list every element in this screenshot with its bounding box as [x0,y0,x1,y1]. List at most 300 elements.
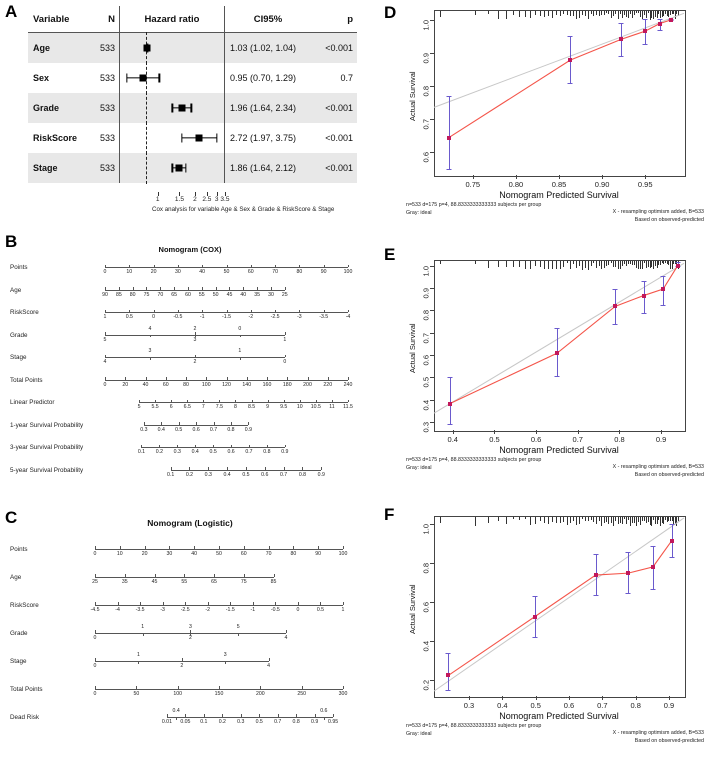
nomogram-tick-label: 80 [129,291,136,298]
nomogram-tick-label: 100 [201,381,211,388]
rug-tick [632,11,633,18]
nomogram-tick [203,400,204,403]
panel-d-letter: D [384,3,397,22]
nomogram-tick-label: 80 [183,381,189,388]
nomogram-tick [274,574,275,577]
nomogram-tick-label: 25 [92,579,98,585]
nomogram-tick [230,602,231,605]
y-axis-tick [430,563,434,564]
nomogram-tick-label: 0.8 [263,449,271,455]
y-axis-tick-label: 0.2 [421,680,431,691]
reference-line [146,92,147,124]
rug-tick [593,261,594,263]
nomogram-tick-label: 0.9 [244,426,252,433]
nomogram-tick-label: 0 [93,551,97,557]
nomogram-tick [95,630,96,633]
nomogram-tick [144,422,145,425]
nomogram-tick-label: -4 [345,314,351,320]
row-ci95: 1.96 (1.64, 2.34) [225,93,312,123]
x-axis-tick [502,696,503,700]
rug-tick [475,11,476,15]
error-bar-cap [613,324,618,325]
nomogram-tick [219,686,220,689]
rug-tick [632,261,633,265]
nomogram-tick-label: 0.8 [227,426,235,433]
confidence-interval-cap [185,164,186,173]
nomogram-tick-label: 0 [296,607,300,613]
rug-tick [535,261,536,266]
nomogram-tick-label: 30 [268,291,274,298]
rug-tick [622,517,623,524]
y-axis-tick-label: 0.9 [421,52,431,64]
nomogram-tick [206,377,207,380]
reference-line [146,122,147,154]
nomogram-tick [155,574,156,577]
footnote-left [406,202,541,218]
nomogram-tick-label: 0.5 [125,314,133,320]
nomogram-tick-label: 3 [193,336,197,343]
nomogram-tick [118,602,119,605]
point-estimate-marker [144,45,151,52]
nomogram-tick-label: 0.9 [317,471,325,478]
axis-tick-label: 2 [193,196,197,203]
x-axis-tick-label: 0.6 [530,435,542,444]
x-axis-tick-label: 0.5 [530,701,541,710]
plot-frame [434,10,686,177]
nomogram-tick-label: 2 [189,635,192,641]
nomogram-tick [169,546,170,549]
nomogram-row-label: 5-year Survival Probability [10,466,84,474]
nomogram-tick [284,400,285,403]
rug-tick [636,517,637,526]
error-bar-cap [643,19,648,20]
nomogram-row-label: Dead Risk [10,714,40,721]
panel-c-letter: C [5,508,18,527]
rug-tick [563,261,564,267]
nomogram-tick-label-upper: 5 [236,624,240,630]
nomogram-tick-label: -2.5 [180,607,190,613]
nomogram-tick-label-upper: 1 [136,652,140,658]
forest-caption: Cox analysis for variable Age & Sex & Grade & RiskScore & Stage [152,206,335,213]
nomogram-tick-label: 80 [296,269,303,275]
nomogram-tick [316,400,317,403]
axis-tick-label: 3.5 [220,196,230,203]
nomogram-tick-label: 10.5 [310,404,321,410]
nomogram-tick [129,310,130,313]
rug-tick [615,11,616,14]
nomogram-tick-label: 300 [338,691,348,697]
nomogram-tick-label: 0.5 [255,719,263,725]
nomogram-tick-label: 0.95 [328,719,339,725]
row-n: 533 [99,73,115,83]
nomogram-axis-line [95,549,343,550]
rug-tick [601,517,602,526]
nomogram-tick-label: -0.5 [173,314,183,320]
rug-tick [604,517,605,523]
nomogram-tick-label: 1 [283,336,287,343]
y-axis-tick [430,20,434,21]
row-hazard-ratio-marker [120,153,225,183]
nomogram-tick [125,574,126,577]
nomogram-tick [185,602,186,605]
data-point [643,29,647,33]
nomogram-tick-label: 100 [343,269,353,275]
nomogram-tick-label: 35 [254,291,261,298]
nomogram-tick [324,310,325,313]
nomogram-tick [227,310,228,313]
panel-b-nomogram-cox [10,245,355,490]
rug-tick [544,11,545,17]
nomogram-tick-label: 65 [171,291,178,298]
error-bar-cap [661,276,666,277]
y-axis-tick [430,310,434,311]
error-bar-cap [643,44,648,45]
rug-tick [640,11,641,17]
rug-tick [585,11,586,16]
x-axis-tick-label: 0.95 [637,180,653,189]
nomogram-tick-label: 0.7 [209,426,218,433]
nomogram-tick [328,377,329,380]
data-point [555,351,559,355]
footnote-line: Gray: ideal [406,209,432,216]
nomogram-tick-label: 40 [191,551,198,557]
error-bar-cap [554,328,559,329]
nomogram-tick [195,445,196,448]
nomogram-tick [278,714,279,717]
nomogram-tick [241,714,242,717]
rug-tick [630,261,631,264]
nomogram-tick-label: 4 [284,635,288,641]
nomogram-tick-label: 8.5 [247,404,256,410]
x-axis-tick [473,175,474,179]
nomogram-tick [204,714,205,717]
nomogram-tick [253,602,254,605]
nomogram-tick-upper [143,633,144,636]
nomogram-tick-label: 0.3 [140,426,148,433]
nomogram-tick-label: 0 [103,269,107,275]
point-estimate-marker [175,165,182,172]
x-axis-tick [645,175,646,179]
panel-e-calibration-plot [370,242,708,490]
nomogram-tick [177,445,178,448]
confidence-interval-cap [216,134,217,143]
rug-tick [588,517,589,521]
nomogram-tick [154,265,155,268]
nomogram-tick-label: 250 [297,691,306,697]
rug-tick [646,517,647,523]
nomogram-tick [231,445,232,448]
nomogram-tick [196,422,197,425]
nomogram-tick [227,265,228,268]
rug-tick [548,261,549,269]
x-axis-tick [578,430,579,434]
nomogram-tick [296,714,297,717]
y-axis-tick-label: 0.4 [421,399,431,411]
data-point [642,294,646,298]
nomogram-tick-label: 11.5 [343,404,353,410]
nomogram-tick-label: 40 [199,269,206,275]
error-bar [450,377,451,423]
nomogram-tick [308,377,309,380]
rug-tick [618,11,619,19]
row-hazard-ratio-marker [120,93,225,123]
nomogram-tick-label: 160 [262,381,272,388]
nomogram-tick [189,467,190,470]
nomogram-tick-label: -0.5 [270,607,280,613]
nomogram-tick [252,400,253,403]
nomogram-tick-label: 85 [270,579,277,585]
nomogram-tick-upper [138,661,139,664]
data-point [658,22,662,26]
rug-tick [640,517,641,525]
row-hazard-ratio-marker [120,123,225,153]
x-axis-tick-label: 0.7 [597,701,608,710]
rug-tick [440,517,441,523]
y-axis-tick-label: 1.0 [421,523,431,535]
reference-line [146,152,147,184]
rug-tick [475,517,476,526]
nomogram-tick-label: 0.1 [200,719,208,725]
nomogram-tick-label: 4 [267,663,271,669]
nomogram-tick-label: 0.4 [191,449,199,455]
nomogram-tick [105,355,106,358]
rug-tick [624,11,625,15]
rug-tick [601,261,602,269]
nomogram-tick-label: 0.3 [237,719,245,725]
nomogram-tick-label: 65 [211,579,217,585]
rug-tick [642,261,643,269]
nomogram-tick-label: 240 [343,381,353,388]
nomogram-tick [120,546,121,549]
error-bar [449,96,450,169]
nomogram-tick-label: 50 [223,269,230,275]
nomogram-tick-label: 75 [240,579,247,585]
rug-tick [570,517,571,523]
nomogram-tick [300,400,301,403]
nomogram-tick-label: 0.4 [223,471,231,478]
footnote-line: X - resampling optimism added, B=533 [612,464,704,470]
nomogram-tick-label: 9.5 [280,404,288,410]
row-variable: Grade [33,103,60,113]
footnote-right [613,209,704,225]
rug-tick [540,517,541,521]
nomogram-tick [243,287,244,290]
data-point [594,573,598,577]
nomogram-tick-label: 85 [115,291,122,298]
footnote-line: n=533 d=175 p=4, 88.8333333333333 subjects per group [406,202,542,208]
rug-tick [540,11,541,16]
rug-tick [646,11,647,18]
rug-tick [599,517,600,521]
nomogram-tick [161,422,162,425]
rug-tick [585,261,586,268]
rug-tick [513,517,514,519]
rug-tick [601,11,602,15]
rug-tick [570,261,571,269]
point-estimate-marker [139,75,146,82]
error-bar-cap [568,36,573,37]
row-variable: Age [33,43,51,53]
nomogram-axis-line [105,380,348,381]
rug-tick [638,261,639,269]
nomogram-tick-upper [240,357,241,360]
x-axis-tick [602,175,603,179]
nomogram-axis-line [105,312,348,313]
nomogram-tick [275,602,276,605]
nomogram-tick-label: 0.7 [245,449,253,455]
nomogram-tick-label: 60 [185,291,191,298]
nomogram-tick [249,445,250,448]
rug-tick [638,517,639,522]
rug-tick [513,261,514,267]
nomogram-tick [333,714,334,717]
footnote-left [406,723,541,739]
row-p-value: 0.7 [340,73,353,83]
nomogram-tick-label: 0.3 [204,471,212,478]
row-variable: Stage [33,163,58,173]
nomogram-row-label: Age [10,574,22,581]
nomogram-tick-label: 0.4 [157,426,165,433]
rug-tick [530,261,531,269]
nomogram-tick-label: 0.8 [292,719,300,725]
nomogram-tick [298,602,299,605]
nomogram-tick-upper [324,717,325,720]
rug-tick [498,261,499,267]
rug-tick [573,261,574,264]
nomogram-tick [219,546,220,549]
x-axis-title: Nomogram Predicted Survival [499,190,619,200]
y-axis-title: Actual Survival [408,70,417,121]
error-bar [448,653,449,689]
rug-tick [620,261,621,269]
nomogram-tick-label: 20 [150,269,157,275]
rug-tick [582,261,583,270]
error-bar-cap [568,83,573,84]
rug-tick [606,11,607,13]
rug-tick [556,11,557,15]
data-point [448,402,452,406]
nomogram-tick [182,658,183,661]
nomogram-tick-label: 0.6 [192,426,200,433]
nomogram-tick-label: 0 [152,314,156,320]
rug-tick [488,261,489,268]
confidence-interval-cap [126,74,127,83]
confidence-interval-cap [159,74,160,83]
nomogram-tick [324,265,325,268]
rug-tick [567,11,568,15]
rug-tick [563,11,564,14]
data-point [669,18,673,22]
rug-tick [615,261,616,267]
error-bar-cap [669,524,674,525]
nomogram-tick-upper [195,335,196,338]
nomogram-tick-label: 90 [320,269,327,275]
nomogram-row-label: Stage [10,354,27,361]
nomogram-axis-line [105,357,285,358]
x-axis-tick [536,430,537,434]
rug-tick [525,261,526,269]
nomogram-tick [332,400,333,403]
nomogram-tick-label-upper: 2 [193,325,197,332]
nomogram-tick [213,445,214,448]
nomogram-tick-label-upper: 0.4 [172,708,180,714]
rug-tick [525,11,526,17]
row-ci95: 0.95 (0.70, 1.29) [225,63,312,93]
point-estimate-marker [178,105,185,112]
nomogram-tick-label: 120 [222,381,231,388]
nomogram-tick-label: 11 [329,404,335,410]
data-point [447,136,451,140]
nomogram-tick-label: 0.6 [261,471,269,478]
rug-tick [628,261,629,264]
rug-tick [513,11,514,15]
rug-tick [611,11,612,18]
nomogram-tick-label: 75 [143,291,150,298]
error-bar-cap [593,554,598,555]
y-axis-tick [430,288,434,289]
x-axis-tick [602,696,603,700]
row-ci95: 1.86 (1.64, 2.12) [225,153,312,183]
nomogram-tick-label-upper: 1 [238,348,242,354]
error-bar-cap [593,595,598,596]
plot-frame [434,260,686,432]
x-axis-tick [569,696,570,700]
nomogram-tick [302,686,303,689]
nomogram-tick-label: -3.5 [319,314,329,320]
nomogram-tick [171,467,172,470]
footnote-line: n=533 d=175 p=4, 88.8333333333333 subjects per group [406,457,542,463]
rug-tick [678,517,679,521]
rug-tick [588,261,589,270]
nomogram-tick [166,377,167,380]
nomogram-tick [194,546,195,549]
y-axis-tick-label: 0.6 [421,602,431,613]
nomogram-tick-upper [225,661,226,664]
x-axis-tick [453,430,454,434]
nomogram-tick-label: 0.8 [298,471,307,478]
rug-tick [440,11,441,17]
rug-tick [579,517,580,524]
nomogram-axis-line [95,605,343,606]
nomogram-tick-label: 180 [282,381,292,388]
rug-tick [576,261,577,268]
panel-c-title: Nomogram (Logistic) [147,518,233,528]
nomogram-tick [285,332,286,335]
nomogram-tick-label: 50 [216,551,222,557]
nomogram-tick [348,400,349,403]
nomogram-tick [227,377,228,380]
nomogram-tick [287,377,288,380]
nomogram-tick-label: 90 [315,551,322,557]
nomogram-tick [214,574,215,577]
nomogram-tick [216,287,217,290]
nomogram-tick-label: 5 [137,404,141,410]
nomogram-tick [105,377,106,380]
nomogram-tick [146,377,147,380]
x-axis-tick-label: 0.4 [447,435,458,444]
rug-tick [611,517,612,523]
rug-tick [634,261,635,265]
nomogram-tick [178,686,179,689]
rug-tick [630,11,631,14]
nomogram-tick-label: 150 [214,691,224,697]
y-axis-tick [430,641,434,642]
error-bar-cap [447,377,452,378]
nomogram-tick [259,714,260,717]
rug-tick [582,517,583,519]
rug-tick [573,517,574,521]
nomogram-tick [244,546,245,549]
